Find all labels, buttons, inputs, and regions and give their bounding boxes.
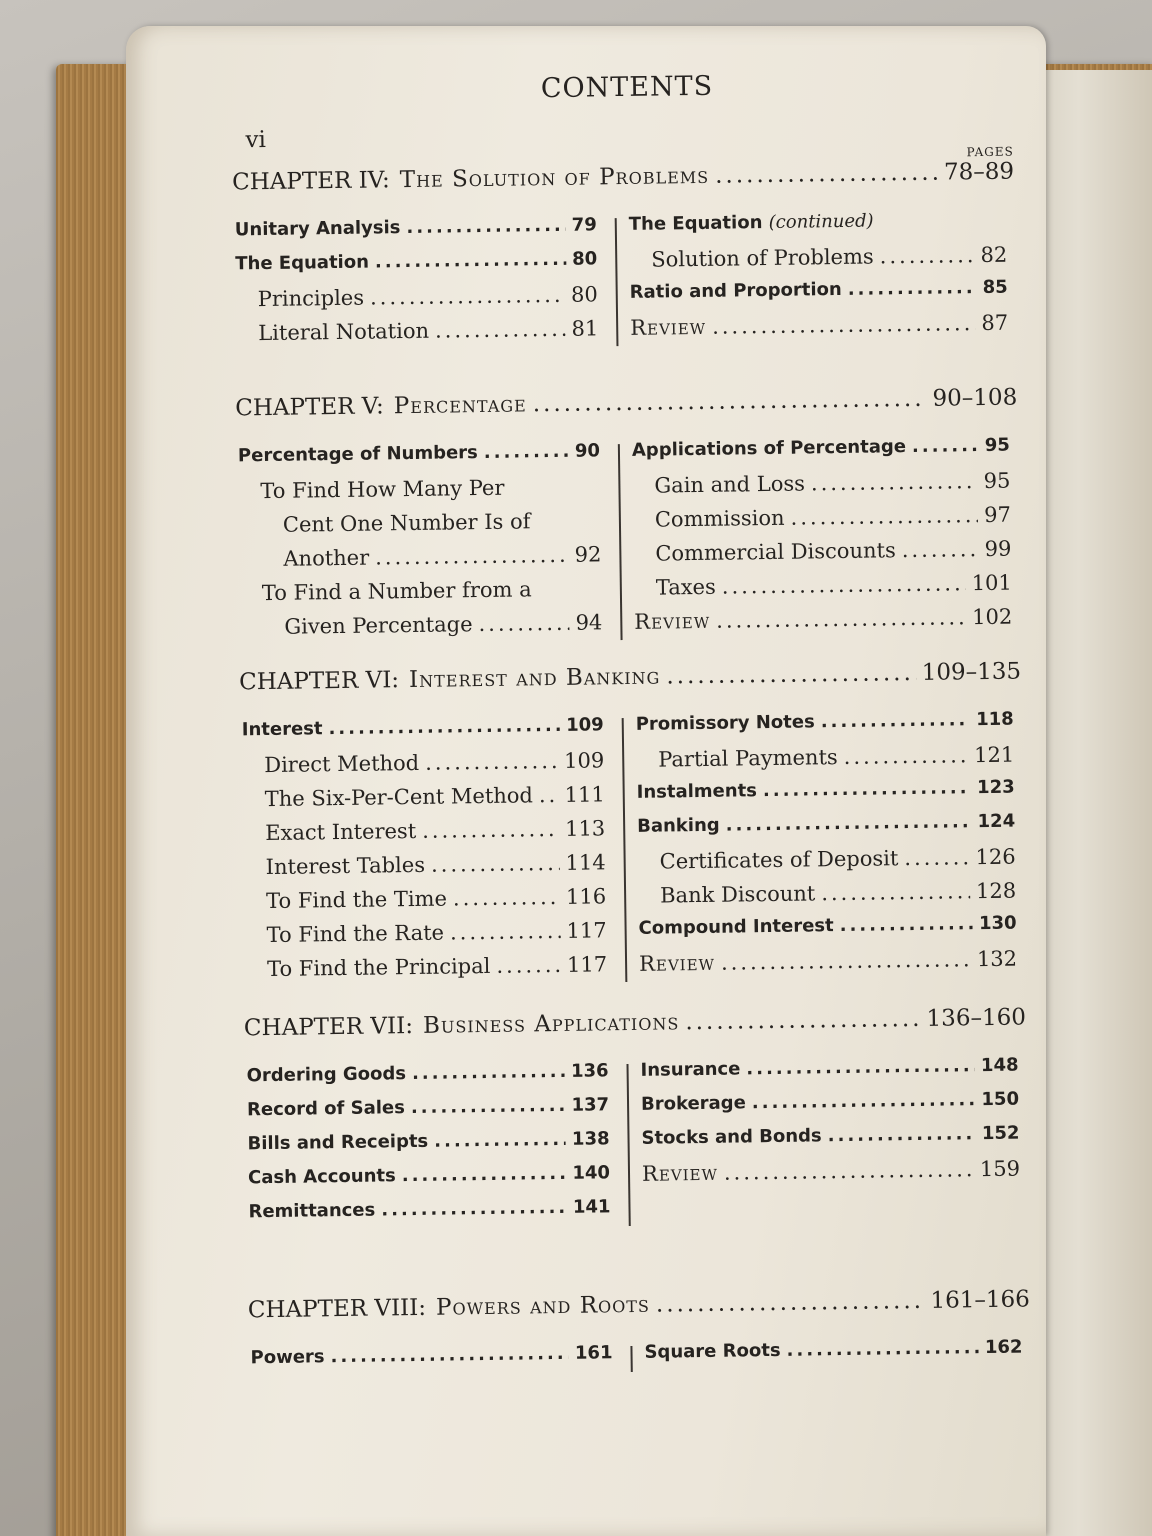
entry-text: Interest Tables [265, 852, 426, 880]
dot-leader [722, 571, 966, 598]
dot-leader [724, 1157, 974, 1184]
dot-leader [716, 605, 966, 632]
toc-entry-powers[interactable] [250, 1342, 612, 1368]
toc-entry-bills-and-receipts[interactable] [247, 1128, 609, 1154]
entry-page: 161 [574, 1342, 613, 1364]
page-title: CONTENTS [540, 70, 714, 105]
toc-entry-gain-and-loss[interactable] [632, 469, 1010, 498]
chapter-pages: 136–160 [926, 1004, 1027, 1032]
dot-leader [828, 1123, 977, 1146]
dot-leader [902, 537, 979, 562]
entry-page: 99 [984, 536, 1012, 561]
entry-text: Remittances [248, 1199, 376, 1223]
entry-title [264, 751, 419, 777]
entry-title [637, 780, 758, 803]
entry-text: Unitary Analysis [234, 217, 401, 241]
entry-text: To Find the Rate [266, 920, 445, 948]
entry-text: Review [634, 608, 711, 634]
entry-text: Gain and Loss [654, 471, 806, 498]
entry-page: 109 [563, 748, 605, 773]
chapter-title: Powers and Roots [435, 1291, 651, 1321]
dot-leader [821, 879, 970, 905]
entry-title [267, 954, 491, 981]
entry-text: To Find How Many Per [260, 475, 505, 504]
toc-entry-insurance[interactable] [640, 1055, 1018, 1081]
entry-text: Review [630, 314, 707, 340]
left-column [242, 714, 608, 991]
entry-page: 81 [571, 316, 599, 341]
dot-leader [484, 441, 569, 463]
toc-entry-another[interactable] [239, 542, 601, 571]
entry-page: 87 [981, 310, 1009, 336]
dot-leader [763, 777, 971, 801]
toc-entry-applications-of-percentage[interactable] [632, 435, 1010, 461]
dot-leader [435, 317, 566, 343]
entry-text: Insurance [640, 1058, 741, 1081]
entry-title [638, 915, 833, 939]
dot-leader [752, 1089, 976, 1113]
dot-leader [328, 715, 560, 739]
entry-title [655, 538, 896, 565]
dot-leader [685, 1006, 921, 1035]
entry-text: To Find the Principal [266, 953, 491, 982]
entry-text: Stocks and Bonds [641, 1125, 822, 1149]
entry-title [641, 1092, 746, 1114]
entry-text: To Find the Time [266, 886, 448, 914]
chapter-title: The Solution of Problems [399, 162, 710, 194]
dot-leader [412, 1061, 565, 1084]
toc-entry-to-find-how-many-per[interactable] [238, 474, 600, 503]
toc-entry-to-find-the-principal[interactable] [245, 952, 607, 981]
dot-leader [375, 543, 569, 570]
entry-page: 123 [976, 776, 1015, 799]
entry-title [636, 711, 815, 734]
entry-page: 82 [980, 242, 1008, 268]
entry-page: 118 [975, 708, 1014, 731]
entry-title [265, 783, 533, 811]
entry-title [640, 1058, 740, 1080]
entry-text: Instalments [636, 780, 758, 803]
column-divider [622, 718, 628, 982]
column-divider [618, 444, 623, 640]
pages-column-label: PAGES [966, 144, 1014, 160]
entry-title [629, 211, 874, 235]
toc-entry-promissory-notes[interactable] [636, 709, 1014, 735]
entry-page: 85 [982, 276, 1008, 298]
toc-entry-ordering-goods[interactable] [246, 1060, 608, 1086]
toc-entry-banking[interactable] [637, 811, 1015, 837]
chapter-label: CHAPTER VII: [243, 1013, 414, 1042]
entry-page: 132 [976, 946, 1018, 972]
entry-title [644, 1340, 780, 1363]
dot-leader [712, 311, 976, 339]
dot-leader [848, 277, 977, 300]
entry-page: 152 [981, 1122, 1020, 1145]
dot-leader [912, 435, 979, 457]
entry-text: The Six-Per-Cent Method [264, 783, 534, 812]
entry-title [266, 921, 444, 947]
toc-entry-review[interactable] [630, 311, 1008, 340]
dot-leader [821, 709, 971, 732]
dot-leader [453, 885, 560, 910]
toc-entry-unitary-analysis[interactable] [235, 214, 597, 240]
column-divider [630, 1346, 632, 1372]
toc-entry-certificates-of-deposit[interactable] [638, 845, 1016, 874]
entry-text: Bank Discount [659, 881, 816, 908]
entry-text: Record of Sales [246, 1097, 406, 1121]
entry-page: 95 [983, 468, 1011, 493]
dot-leader [726, 811, 972, 835]
entry-text: Powers [250, 1346, 325, 1369]
entry-title [630, 279, 842, 303]
entry-text: Direct Method [264, 750, 420, 778]
entry-text: The Equation [628, 212, 763, 235]
entry-page: 117 [566, 918, 607, 943]
dot-leader [656, 1288, 925, 1318]
entry-text: Literal Notation [258, 318, 430, 346]
toc-entry-review[interactable] [642, 1157, 1020, 1186]
right-column [636, 709, 1018, 986]
dot-leader [880, 243, 975, 268]
entry-text: Certificates of Deposit [659, 846, 899, 874]
dot-leader [450, 919, 561, 945]
entry-title [632, 436, 906, 461]
entry-title [655, 506, 785, 532]
entry-title [265, 819, 416, 845]
entry-title [654, 471, 805, 497]
entry-text: Solution of Problems [651, 244, 874, 272]
dot-leader [375, 249, 567, 273]
entry-text: Exact Interest [265, 818, 417, 846]
chapter-heading [239, 658, 1021, 695]
right-column [644, 1337, 1022, 1376]
entry-title [284, 612, 473, 639]
entry-page: 124 [977, 810, 1016, 833]
toc-entry-review[interactable] [634, 605, 1012, 634]
entry-text: Interest [241, 718, 323, 741]
dot-leader [790, 503, 978, 530]
chapter-title: Percentage [393, 391, 527, 420]
entry-title [637, 815, 720, 837]
entry-text: Bills and Receipts [247, 1130, 429, 1155]
toc-entry-interest-tables[interactable] [244, 850, 606, 879]
entry-title [250, 1346, 324, 1368]
chapter-heading [235, 385, 1017, 422]
dot-leader [330, 1343, 569, 1367]
toc-entry-commercial-discounts[interactable] [633, 537, 1011, 566]
entry-title [660, 881, 815, 907]
chapter-label: CHAPTER V: [235, 393, 385, 422]
toc-entry-exact-interest[interactable] [243, 816, 605, 845]
entry-title [235, 252, 369, 275]
dot-leader [533, 386, 927, 417]
toc-entry-cash-accounts[interactable] [248, 1162, 610, 1188]
right-column [640, 1055, 1020, 1196]
chapter-pages: 161–166 [930, 1286, 1031, 1314]
entry-title [238, 442, 478, 466]
entry-page: 128 [975, 878, 1017, 904]
dot-leader [434, 1129, 566, 1152]
dot-leader [370, 283, 565, 310]
chapter-title: Interest and Banking [408, 663, 661, 694]
entry-page: 101 [971, 570, 1012, 596]
chapter-label: CHAPTER IV: [231, 167, 390, 196]
entry-page: 111 [564, 782, 605, 807]
entry-page: 130 [978, 912, 1017, 935]
dot-leader [496, 953, 561, 978]
entry-text: Brokerage [640, 1092, 746, 1115]
column-divider [626, 1064, 630, 1226]
toc-entry-cent-one-number-is-of[interactable] [239, 508, 601, 537]
dot-leader [411, 1095, 566, 1118]
entry-page: 79 [571, 214, 597, 236]
entry-text: Promissory Notes [635, 711, 815, 735]
entry-page: 126 [975, 844, 1016, 870]
entry-title [247, 1097, 405, 1120]
toc-entry-the-equation[interactable] [629, 209, 1007, 235]
entry-text: Principles [257, 285, 365, 312]
entry-text: Compound Interest [638, 915, 834, 939]
entry-title [651, 245, 874, 272]
entry-title [248, 1165, 396, 1188]
toc-entry-taxes[interactable] [634, 571, 1012, 600]
left-column [250, 1342, 612, 1381]
chapter-pages: 78–89 [943, 158, 1015, 186]
entry-title [642, 1161, 718, 1186]
entry-title [656, 575, 716, 600]
entry-title [283, 509, 531, 536]
dot-leader [431, 851, 560, 877]
entry-text: Taxes [655, 574, 716, 600]
right-column [632, 435, 1013, 644]
entry-title [247, 1131, 428, 1155]
entry-page: 80 [570, 282, 598, 307]
entry-title [242, 718, 323, 740]
entry-text: Square Roots [644, 1339, 781, 1363]
entry-page: 113 [564, 816, 606, 841]
entry-page: 116 [565, 884, 607, 909]
dot-leader [422, 817, 559, 843]
entry-page: 109 [566, 714, 604, 736]
page-folio: vi [245, 126, 267, 154]
toc-entry-solution-of-problems[interactable] [629, 243, 1007, 272]
entry-text: Percentage of Numbers [237, 442, 478, 467]
entry-page: 114 [565, 850, 606, 875]
entry-text: Partial Payments [658, 745, 838, 772]
dot-leader [539, 783, 559, 807]
toc-entry-compound-interest[interactable] [638, 913, 1016, 939]
entry-page: 80 [572, 248, 598, 270]
dot-leader [425, 749, 558, 775]
chapter-heading [248, 1286, 1030, 1323]
entry-page: 136 [570, 1060, 609, 1082]
dot-leader [786, 1337, 979, 1361]
entry-title [262, 577, 532, 605]
entry-page: 148 [980, 1054, 1019, 1077]
left-column [246, 1060, 610, 1235]
dot-leader [381, 1197, 567, 1221]
left-column [238, 440, 603, 649]
dot-leader [478, 611, 569, 636]
right-column [629, 209, 1009, 350]
contents-page [223, 67, 1032, 1418]
entry-text: Cash Accounts [247, 1165, 396, 1189]
entry-page: 102 [972, 604, 1013, 630]
entry-page: 150 [981, 1088, 1020, 1111]
column-divider [615, 218, 619, 346]
dot-leader [715, 160, 938, 189]
entry-title [258, 319, 429, 345]
dot-leader [746, 1055, 975, 1079]
toc-entry-remittances[interactable] [248, 1196, 610, 1222]
toc-entry-principles[interactable] [236, 282, 598, 311]
left-column [235, 214, 599, 355]
entry-text: The Equation [235, 251, 370, 275]
entry-page: 94 [575, 610, 603, 635]
toc-entry-to-find-a-number-from-a[interactable] [240, 576, 602, 605]
toc-entry-instalments[interactable] [637, 777, 1015, 803]
toc-entry-brokerage[interactable] [641, 1089, 1019, 1115]
entry-title [639, 951, 715, 976]
chapter-label: CHAPTER VIII: [247, 1294, 427, 1324]
dot-leader [840, 913, 974, 936]
entry-title [634, 609, 710, 634]
entry-title [283, 546, 369, 571]
entry-title [641, 1125, 821, 1149]
entry-page: 92 [574, 542, 602, 567]
dot-leader [406, 215, 566, 238]
entry-text: Applications of Percentage [631, 436, 907, 461]
entry-title [660, 846, 899, 873]
entry-page: 138 [571, 1128, 610, 1150]
toc-entry-review[interactable] [639, 947, 1017, 976]
toc-entry-record-of-sales[interactable] [247, 1094, 609, 1120]
toc-entry-partial-payments[interactable] [636, 743, 1014, 772]
entry-title [235, 217, 401, 240]
entry-title [266, 853, 426, 879]
entry-text: Ordering Goods [246, 1063, 407, 1087]
dot-leader [666, 660, 916, 689]
entry-title [630, 315, 706, 340]
entry-title [248, 1200, 375, 1223]
toc-entry-stocks-and-bonds[interactable] [641, 1123, 1019, 1149]
chapter-label: CHAPTER VI: [238, 667, 400, 696]
toc-entry-commission[interactable] [633, 503, 1011, 532]
chapter-heading [244, 1004, 1026, 1041]
toc-entry-bank-discount[interactable] [638, 879, 1016, 908]
toc-entry-ratio-and-proportion[interactable] [630, 277, 1008, 303]
entry-text: Commission [654, 505, 785, 532]
chapter-title: Business Applications [422, 1009, 680, 1039]
toc-entry-interest[interactable] [242, 714, 604, 740]
entry-page: 95 [984, 434, 1011, 456]
facing-pages [1030, 70, 1152, 1536]
dot-leader [811, 469, 978, 495]
toc-entry-percentage-of-numbers[interactable] [238, 440, 600, 466]
entry-page: 162 [984, 1336, 1023, 1359]
entry-text: Review [638, 950, 716, 976]
entry-page: 140 [572, 1162, 611, 1184]
entry-page: 141 [572, 1196, 611, 1218]
entry-text: Given Percentage [284, 612, 473, 639]
entry-page: 117 [566, 952, 608, 977]
dot-leader [844, 743, 969, 769]
toc-entry-direct-method[interactable] [242, 748, 604, 777]
dot-leader [721, 947, 971, 974]
entry-title [260, 476, 504, 503]
toc-entry-to-find-the-time[interactable] [244, 884, 606, 913]
entry-title [266, 887, 447, 914]
entry-text: Ratio and Proportion [629, 278, 842, 303]
entry-text: Cent One Number Is of [282, 509, 531, 537]
entry-page: 97 [983, 502, 1012, 527]
entry-text: Banking [637, 814, 720, 837]
toc-entry-literal-notation[interactable] [236, 316, 598, 345]
entry-text: Review [641, 1160, 719, 1186]
entry-title [258, 286, 365, 311]
entry-text: To Find a Number from a [261, 577, 532, 606]
toc-entry-the-six-per-cent-method[interactable] [243, 782, 605, 811]
entry-page: 90 [574, 440, 601, 462]
entry-text: Another [283, 545, 370, 571]
dot-leader [402, 1163, 567, 1186]
entry-page: 159 [979, 1156, 1021, 1182]
entry-title [658, 745, 838, 772]
entry-page: 121 [973, 742, 1015, 768]
entry-title [246, 1063, 406, 1086]
dot-leader [904, 845, 970, 870]
chapter-pages: 109–135 [921, 658, 1022, 686]
entry-text: Commercial Discounts [655, 538, 896, 566]
toc-entry-to-find-the-rate[interactable] [244, 918, 606, 947]
entry-note: (continued) [768, 210, 874, 233]
toc-entry-square-roots[interactable] [644, 1337, 1022, 1363]
toc-entry-the-equation[interactable] [235, 248, 597, 274]
toc-entry-given-percentage[interactable] [240, 610, 602, 639]
chapter-heading [232, 159, 1014, 196]
chapter-pages: 90–108 [932, 384, 1018, 412]
entry-page: 137 [571, 1094, 610, 1116]
